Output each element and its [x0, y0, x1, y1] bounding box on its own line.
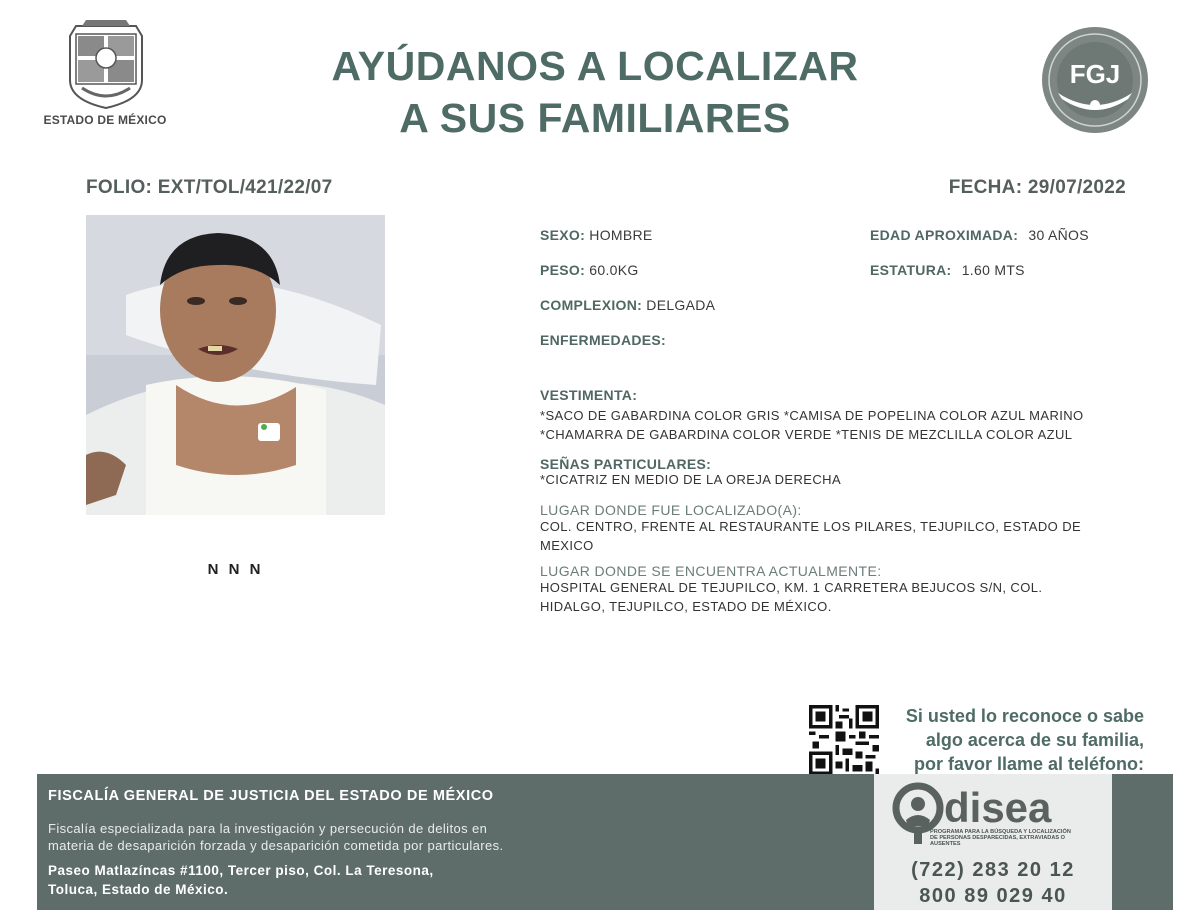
vestimenta-text — [540, 406, 1084, 444]
person-name: N N N — [207, 561, 264, 578]
complexion-value: DELGADA — [646, 297, 716, 313]
complexion-label: COMPLEXION: — [540, 297, 643, 313]
senas-label: SEÑAS PARTICULARES: — [540, 456, 712, 472]
state-label: ESTADO DE MÉXICO — [43, 113, 167, 127]
estado-de-mexico-coat-of-arms-logo — [62, 18, 150, 110]
contact-prompt — [884, 704, 1144, 776]
footer-addr-line-1: Paseo Matlazíncas #1100, Tercer piso, Col. La Teresona, — [48, 863, 434, 878]
lugar-localizado-line-1: COL. CENTRO, FRENTE AL RESTAURANTE LOS PILARES, TEJUPILCO, ESTADO DE — [540, 519, 1082, 534]
footer-description — [48, 820, 648, 854]
sexo-label: SEXO: — [540, 227, 586, 243]
peso-field — [540, 262, 639, 278]
lugar-localizado-label: LUGAR DONDE FUE LOCALIZADO(A): — [540, 502, 802, 518]
enfermedades-field — [540, 332, 666, 348]
footer-desc-line-1: Fiscalía especializada para la investigación y persecución de delitos en — [48, 821, 488, 836]
estatura-label: ESTATURA: — [870, 262, 952, 278]
lugar-actual-line-2: HIDALGO, TEJUPILCO, ESTADO DE MÉXICO. — [540, 599, 832, 614]
edad-field — [870, 227, 1089, 243]
odisea-logo — [892, 780, 1102, 846]
estatura-value: 1.60 MTS — [961, 262, 1025, 278]
person-photo-illustration — [86, 215, 385, 515]
person-photo — [86, 215, 385, 515]
edad-label: EDAD APROXIMADA: — [870, 227, 1019, 243]
footer-title: FISCALÍA GENERAL DE JUSTICIA DEL ESTADO DE MÉXICO — [48, 788, 494, 804]
enfermedades-label: ENFERMEDADES: — [540, 332, 667, 348]
footer-address — [48, 861, 568, 899]
qr-code[interactable] — [808, 705, 880, 775]
peso-value: 60.0KG — [589, 262, 639, 278]
senas-value: *CICATRIZ EN MEDIO DE LA OREJA DERECHA — [540, 472, 842, 487]
sexo-value: HOMBRE — [589, 227, 653, 243]
odisea-caption-line-2: DE PERSONAS DESPARECIDAS, EXTRAVIADAS O — [930, 835, 1065, 841]
footer-addr-line-2: Toluca, Estado de México. — [48, 882, 229, 897]
report-date: FECHA: 29/07/2022 — [948, 177, 1126, 198]
edad-value: 30 AÑOS — [1028, 227, 1089, 243]
lugar-actual-label: LUGAR DONDE SE ENCUENTRA ACTUALMENTE: — [540, 563, 882, 579]
estatura-field — [870, 262, 1025, 278]
page-title — [300, 40, 890, 144]
odisea-caption-line-3: AUSENTES — [930, 841, 961, 846]
lugar-actual-text — [540, 578, 1042, 616]
fgj-logo-text: FGJ — [1069, 59, 1121, 89]
vestimenta-label: VESTIMENTA: — [540, 387, 638, 403]
prompt-line-2: algo acerca de su familia, — [925, 730, 1144, 750]
fgj-seal-logo — [1040, 25, 1150, 135]
phone-number-1[interactable]: (722) 283 20 12 — [911, 859, 1075, 881]
vestimenta-line-1: *SACO DE GABARDINA COLOR GRIS *CAMISA DE POPELINA COLOR AZUL MARINO — [540, 408, 1084, 423]
lugar-localizado-line-2: MEXICO — [540, 538, 594, 553]
title-line-1: AYÚDANOS A LOCALIZAR — [331, 43, 859, 89]
odisea-wordmark: disea — [944, 784, 1052, 831]
prompt-line-1: Si usted lo reconoce o sabe — [905, 706, 1144, 726]
phone-number-2[interactable]: 800 89 029 40 — [919, 885, 1067, 907]
lugar-actual-line-1: HOSPITAL GENERAL DE TEJUPILCO, KM. 1 CARRETERA BEJUCOS S/N, COL. — [540, 580, 1043, 595]
title-line-2: A SUS FAMILIARES — [399, 95, 791, 141]
complexion-field — [540, 297, 715, 313]
footer-desc-line-2: materia de desaparición forzada y desaparición cometida por particulares. — [48, 838, 504, 853]
prompt-line-3: por favor llame al teléfono: — [913, 754, 1144, 774]
sexo-field — [540, 227, 653, 243]
vestimenta-line-2: *CHAMARRA DE GABARDINA COLOR VERDE *TENIS DE MEZCLILLA COLOR AZUL — [540, 427, 1073, 442]
odisea-caption-line-1: PROGRAMA PARA LA BÚSQUEDA Y LOCALIZACIÓN — [930, 829, 1071, 835]
peso-label: PESO: — [540, 262, 586, 278]
lugar-localizado-text — [540, 517, 1081, 555]
folio-number: FOLIO: EXT/TOL/421/22/07 — [86, 177, 333, 198]
phone-numbers — [874, 857, 1112, 909]
